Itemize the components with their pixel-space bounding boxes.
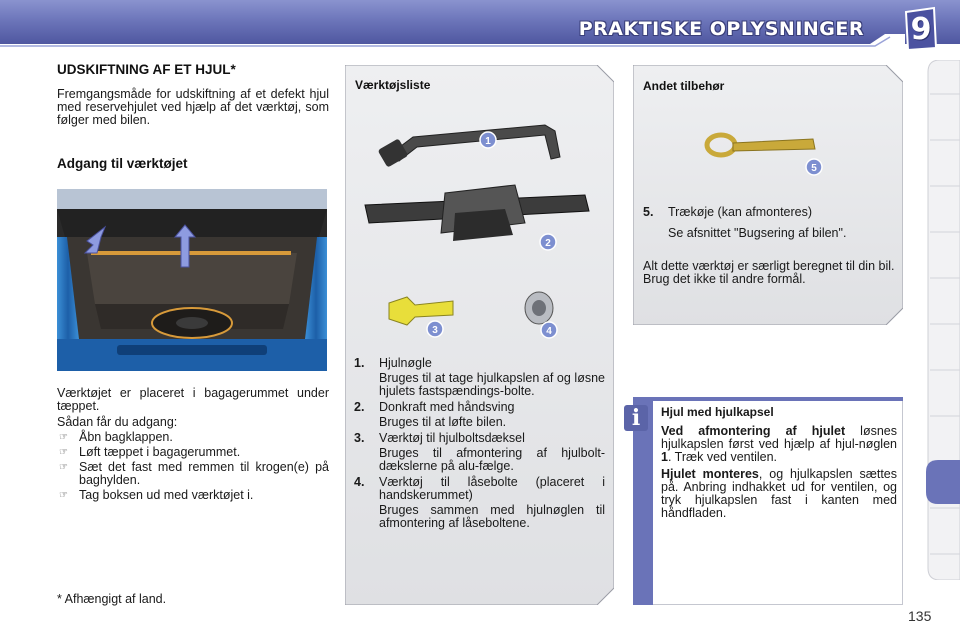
list-item: 1. Hjulnøgle — [354, 356, 432, 370]
info-paragraph: Hjulet monteres, og hjulkapslen sættes på. Anbring indhakket ud for ventilen, og tryk hjulkapslen fast i kanten med håndfladen. — [661, 467, 897, 520]
callout-label: 5 — [811, 163, 817, 174]
list-item: 4. Værktøj til låsebolte (placeret i handskerummet) — [354, 475, 605, 502]
list-item: ☞ Åbn bagklappen. — [59, 430, 173, 444]
list-item-desc: Bruges sammen med hjulnøglen til afmontering af låseboltene. — [379, 503, 605, 530]
bullet-icon: ☞ — [59, 490, 68, 501]
tools-list — [354, 357, 605, 533]
page-number: 135 — [908, 608, 932, 624]
list-item: ☞ Sæt det fast med remmen til krogen(e) på baghylden. — [59, 460, 329, 487]
bullet-icon: ☞ — [59, 462, 68, 473]
list-item: 5. Trækøje (kan afmonteres) Se afsnittet "Bugsering af bilen". — [643, 206, 895, 243]
info-title: Hjul med hjulkapsel — [661, 405, 774, 419]
info-paragraph: Ved afmontering af hjulet løsnes hjulkapslen først ved hjælp af hjul-nøglen 1. Træk ved ventilen. — [661, 424, 897, 464]
chapter-title: PRAKTISKE OPLYSNINGER — [578, 18, 864, 40]
panel-title: Værktøjsliste — [355, 78, 431, 92]
bullet-icon: ☞ — [59, 432, 68, 443]
body-text: Værktøjet er placeret i bagagerummet under tæppet. — [57, 386, 329, 413]
callout-label: 2 — [545, 238, 551, 249]
callout-label: 1 — [485, 136, 491, 147]
bullet-icon: ☞ — [59, 447, 68, 458]
access-instructions — [57, 387, 329, 502]
list-item: 2. Donkraft med håndsving — [354, 400, 515, 414]
list-item: 3. Værktøj til hjulboltsdæksel — [354, 431, 525, 445]
info-content — [661, 405, 897, 524]
panel-title: Andet tilbehør — [643, 79, 725, 93]
body-text: Sådan får du adgang: — [57, 415, 178, 429]
list-item-desc: Bruges til at tage hjulkapslen af og løsne hjulets fastspændings-bolte. — [379, 371, 605, 398]
section-heading: UDSKIFTNING AF ET HJUL* — [57, 62, 236, 77]
list-item-desc: Bruges til afmontering af hjulbolt-dækslerne på alu-fælge. — [379, 446, 605, 473]
subsection-heading: Adgang til værktøjet — [57, 156, 188, 171]
note-paragraph: Alt dette værktøj er særligt beregnet til din bil. Brug det ikke til andre formål. — [643, 259, 895, 286]
callout-label: 4 — [546, 326, 552, 337]
accessories-content — [633, 65, 903, 325]
list-item: ☞ Tag boksen ud med værktøjet i. — [59, 488, 254, 502]
footnote: * Afhængigt af land. — [57, 592, 167, 606]
callout-label: 3 — [432, 325, 438, 336]
trunk-photo — [57, 189, 327, 371]
intro-paragraph: Fremgangsmåde for udskiftning af et defekt hjul med reservehjulet ved hjælp af det værktøj, som følger med bilen. — [57, 87, 329, 127]
tools-content — [345, 65, 614, 605]
chapter-tabs — [920, 60, 960, 580]
info-icon: i — [624, 405, 648, 431]
chapter-number: 9 — [910, 12, 932, 47]
list-item-desc: Bruges til at løfte bilen. — [379, 415, 507, 429]
list-item-desc: Se afsnittet "Bugsering af bilen". — [668, 226, 847, 240]
list-item: ☞ Løft tæppet i bagagerummet. — [59, 445, 241, 459]
